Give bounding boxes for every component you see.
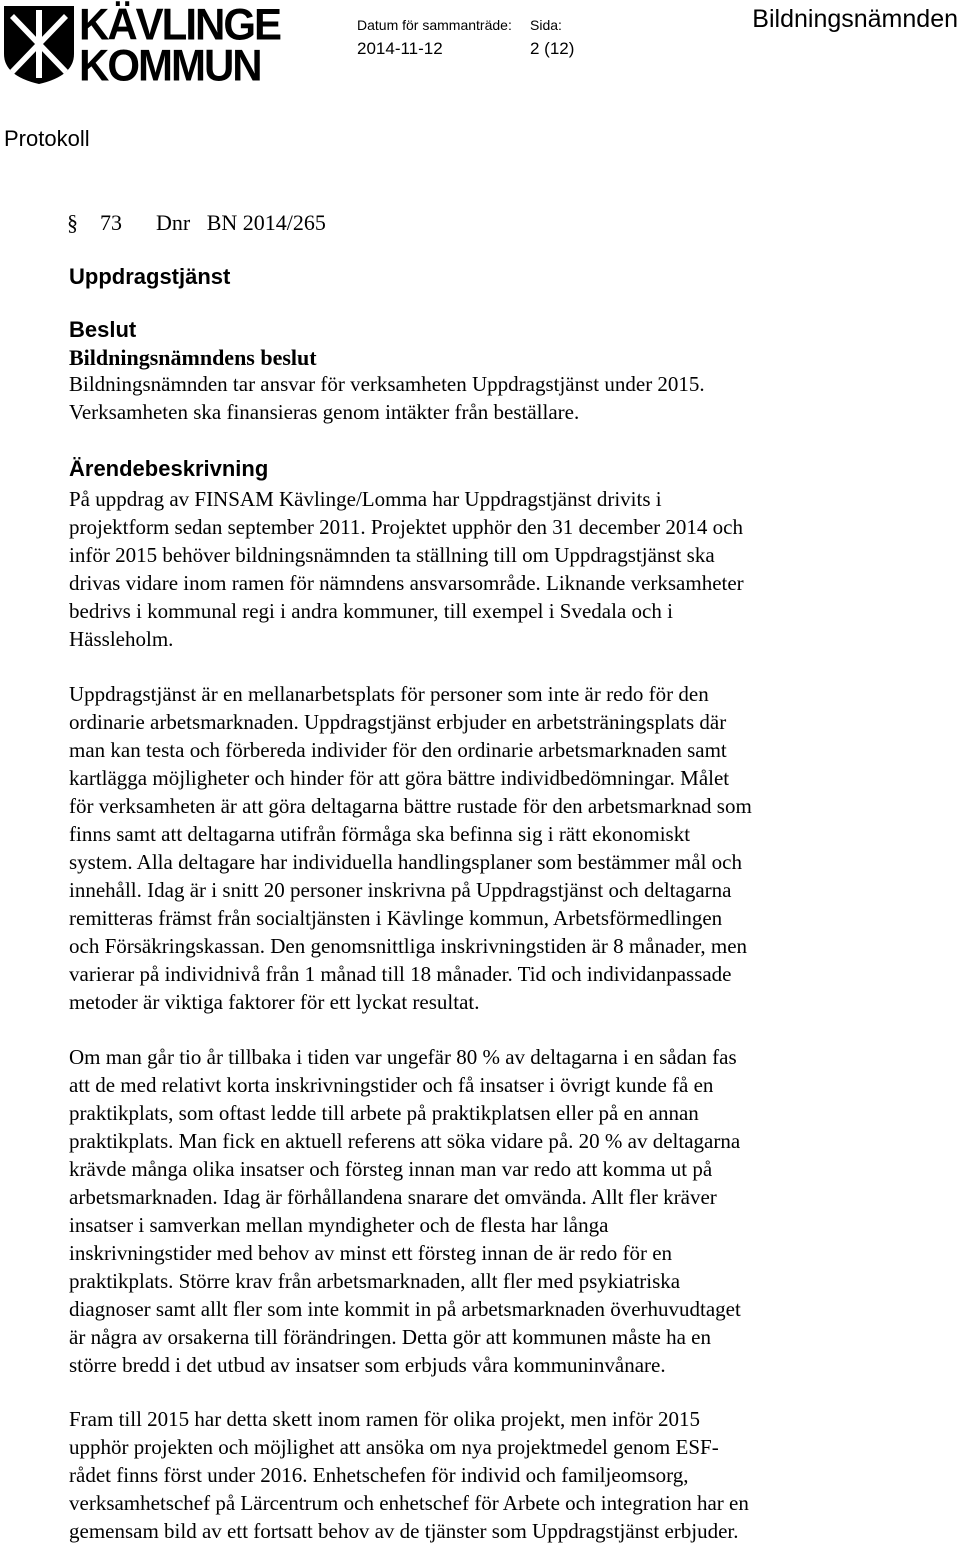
text-line: insatser i samverkan mellan myndigheter och de flesta har långa	[69, 1213, 609, 1237]
case-reference	[100, 210, 326, 236]
description-paragraph	[69, 680, 869, 1016]
logo-text-line2: KOMMUN	[79, 40, 261, 91]
text-line: bedrivs i kommunal regi i andra kommuner, till exempel i Svedala och i	[69, 599, 673, 623]
description-paragraph	[69, 1405, 869, 1545]
text-line: Verksamheten ska finansieras genom intäkter från beställare.	[69, 400, 580, 424]
text-line: varierar på individnivå från 1 månad till 18 månader. Tid och individanpassade	[69, 962, 732, 986]
document-type: Protokoll	[4, 126, 90, 151]
municipality-logo	[0, 0, 281, 91]
text-line: inskrivningstider med behov av minst ett försteg innan de är redo för en	[69, 1241, 673, 1265]
text-line: arbetsmarknaden. Idag är förhållandena snarare det omvända. Allt fler kräver	[69, 1185, 717, 1209]
section-mark: §	[67, 210, 78, 235]
board-name: Bildningsnämnden	[752, 5, 958, 33]
text-line: inför 2015 behöver bildningsnämnden ta ställning till om Uppdragstjänst ska	[69, 543, 715, 567]
meeting-date: 2014-11-12	[357, 39, 443, 58]
page-label: Sida:	[530, 17, 562, 33]
text-line: Bildningsnämnden tar ansvar för verksamheten Uppdragstjänst under 2015.	[69, 372, 705, 396]
text-line: gemensam bild av ett fortsatt behov av de tjänster som Uppdragstjänst erbjuder.	[69, 1519, 739, 1543]
text-line: På uppdrag av FINSAM Kävlinge/Lomma har Uppdragstjänst drivits i	[69, 487, 662, 511]
text-line: innehåll. Idag är i snitt 20 personer inskrivna på Uppdragstjänst och deltagarna	[69, 878, 732, 902]
case-title: Uppdragstjänst	[69, 264, 231, 289]
text-line: verksamhetschef på Lärcentrum och enhetschef för Arbete och integration har en	[69, 1491, 749, 1515]
text-line: praktikplats, som oftast ledde till arbete på praktikplatsen eller på en annan	[69, 1101, 699, 1125]
description-paragraph	[69, 1043, 869, 1379]
text-line: att de med relativt korta inskrivningstider och få insatser i övrigt kunde få en	[69, 1073, 714, 1097]
text-line: och Försäkringskassan. Den genomsnittliga inskrivningstiden är 8 månader, men	[69, 934, 748, 958]
text-line: krävde många olika insatser och försteg innan man var redo att komma ut på	[69, 1157, 713, 1181]
text-line: Uppdragstjänst är en mellanarbetsplats för personer som inte är redo för den	[69, 682, 709, 706]
meeting-date-label: Datum för sammanträde:	[357, 17, 512, 33]
decision-heading: Beslut	[69, 317, 137, 342]
text-line: rådet finns först under 2016. Enhetschefen för individ och familjeomsorg,	[69, 1463, 689, 1487]
text-line: Fram till 2015 har detta skett inom ramen för olika projekt, men inför 2015	[69, 1407, 701, 1431]
description-heading: Ärendebeskrivning	[69, 456, 269, 481]
text-line: praktikplats. Man fick en aktuell referens att söka vidare på. 20 % av deltagarna	[69, 1129, 741, 1153]
text-line: Hässleholm.	[69, 627, 174, 651]
text-line: är några av orsakerna till förändringen. Detta gör att kommunen måste ha en	[69, 1325, 712, 1349]
logo-text-line1: KÄVLINGE	[79, 0, 281, 50]
text-line: ordinarie arbetsmarknaden. Uppdragstjänst erbjuder en arbetsträningsplats där	[69, 710, 727, 734]
text-line: större bredd i det utbud av insatser som erbjuds våra kommuninvånare.	[69, 1353, 666, 1377]
text-line: projektform sedan september 2011. Projektet upphör den 31 december 2014 och	[69, 515, 743, 539]
text-line: remitteras främst från socialtjänsten i Kävlinge kommun, Arbetsförmedlingen	[69, 906, 723, 930]
case-number: 73	[100, 210, 122, 235]
description-paragraph	[69, 485, 869, 653]
text-line: diagnoser samt allt fler som inte kommit in på arbetsmarknaden överhuvudtaget	[69, 1297, 741, 1321]
coat-of-arms-icon	[2, 4, 76, 86]
text-line: kartlägga möjligheter och hinder för att göra bättre individbedömningar. Målet	[69, 766, 730, 790]
page-number: 2 (12)	[530, 39, 575, 58]
text-line: för verksamheten är att göra deltagarna bättre rustade för den arbetsmarknad som	[69, 794, 752, 818]
registration-number: Dnr BN 2014/265	[156, 210, 326, 235]
text-line: man kan testa och förbereda individer för den ordinarie arbetsmarknaden samt	[69, 738, 727, 762]
text-line: finns samt att deltagarna utifrån förmåga ska befinna sig i rätt ekonomiskt	[69, 822, 691, 846]
text-line: upphör projekten och möjlighet att ansöka om nya projektmedel genom ESF-	[69, 1435, 719, 1459]
text-line: drivas vidare inom ramen för nämndens ansvarsområde. Liknande verksamheter	[69, 571, 744, 595]
text-line: praktikplats. Större krav från arbetsmarknaden, allt fler med psykiatriska	[69, 1269, 681, 1293]
text-line: system. Alla deltagare har individuella handlingsplaner som bestämmer mål och	[69, 850, 742, 874]
decision-subheading: Bildningsnämndens beslut	[69, 345, 317, 370]
text-line: metoder är viktiga faktorer för ett lyckat resultat.	[69, 990, 480, 1014]
text-line: Om man går tio år tillbaka i tiden var ungefär 80 % av deltagarna i en sådan fas	[69, 1045, 737, 1069]
decision-text	[69, 370, 869, 426]
